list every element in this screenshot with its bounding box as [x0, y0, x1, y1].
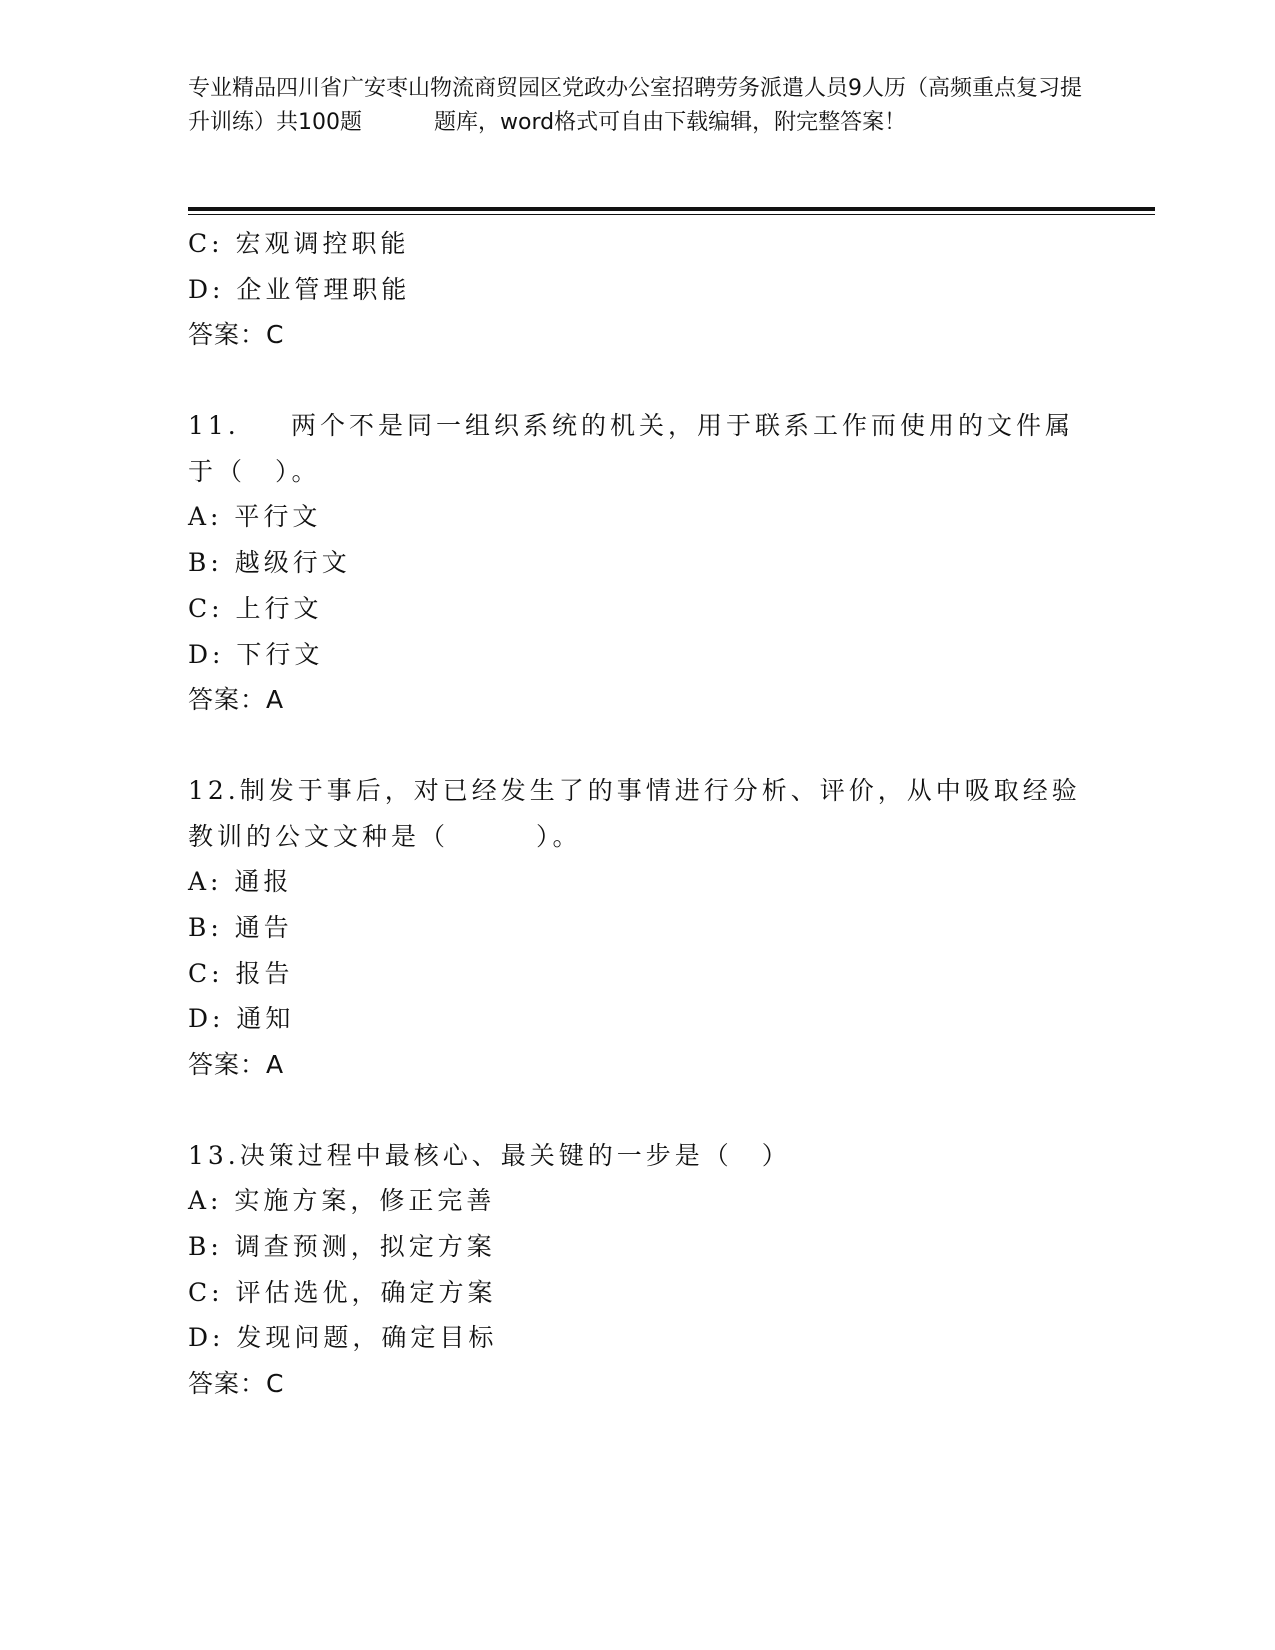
option-d: D: 通知: [188, 1004, 295, 1034]
answer: 答案：C: [188, 1369, 285, 1399]
answer: 答案：A: [188, 1050, 285, 1079]
question-stem-line1: [188, 403, 1088, 449]
option-c: C: 报告: [188, 958, 294, 988]
option-c: C: 宏观调控职能: [188, 229, 410, 258]
header-title-part1: 专业精品四川省广安枣山物流商贸园区党政办公室招聘劳务派遣人员9人历（高频重点复习提升训练）共100题: [188, 76, 1083, 135]
question-stem-line1: 12.制发于事后，对已经发生了的事情进行分析、评价，从中吸取经验: [188, 775, 1081, 805]
spacer: [188, 1088, 1088, 1133]
option-c: C: 评估选优，确定方案: [188, 1277, 497, 1307]
option-a: A: 实施方案，修正完善: [188, 1186, 496, 1216]
option-b: B: 通告: [188, 912, 293, 942]
question-stem-line2: 教训的公文文种是（ ）。: [188, 821, 582, 851]
question-stem-text: 两个不是同一组织系统的机关，用于联系工作而使用的文件属: [291, 411, 1075, 441]
question-12: [188, 768, 1088, 1088]
option-d: D: 企业管理职能: [188, 274, 411, 304]
answer: 答案：A: [188, 685, 285, 715]
header-title-part2: 题库，word格式可自由下载编辑，附完整答案！: [434, 110, 907, 135]
question-13: [188, 1133, 1088, 1407]
option-b: B: 调查预测，拟定方案: [188, 1232, 496, 1262]
option-b: B: 越级行文: [188, 548, 351, 578]
question-stem-line2: 于（ ）。: [188, 456, 321, 486]
question-number: 11.: [188, 411, 240, 441]
question-content: [188, 221, 1088, 1407]
header-rule-thin: [188, 214, 1155, 215]
option-c: C: 上行文: [188, 593, 323, 623]
answer: 答案：C: [188, 320, 285, 350]
question-10: [188, 221, 1088, 358]
option-d: D: 发现问题，确定目标: [188, 1323, 498, 1353]
header-rule-thick: [188, 207, 1155, 211]
option-a: A: 平行文: [188, 502, 322, 532]
document-header: [188, 72, 1088, 140]
question-11: [188, 403, 1088, 723]
spacer: [188, 723, 1088, 768]
question-stem: 13.决策过程中最核心、最关键的一步是（ ）: [188, 1140, 791, 1170]
option-d: D: 下行文: [188, 639, 324, 669]
spacer: [188, 358, 1088, 403]
option-a: A: 通报: [188, 867, 293, 897]
